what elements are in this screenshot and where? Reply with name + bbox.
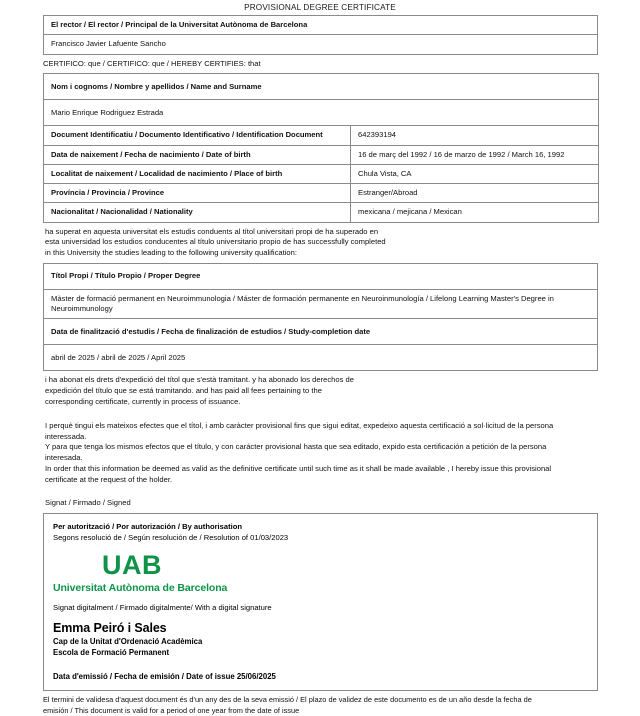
signature-block bbox=[43, 513, 598, 691]
uab-logo bbox=[53, 543, 588, 594]
table-row bbox=[44, 74, 599, 100]
nationality-label: Nacionalitat / Nacionalidad / Nationality bbox=[44, 203, 351, 222]
rector-header-cell: El rector / El rector / Principal de la Universitat Autònoma de Barcelona bbox=[44, 16, 598, 35]
spacer bbox=[0, 408, 640, 421]
fees-line-en: corresponding certificate, currently in process of issuance. bbox=[45, 396, 241, 406]
table-row bbox=[44, 203, 599, 222]
validity-en-line1: In order that this information be deemed as valid as the definitive certificate until such time as it shall be made available , I hereby issue this provisional bbox=[45, 463, 552, 473]
issue-date: Data d'emissió / Fecha de emisión / Date of issue 25/06/2025 bbox=[53, 671, 276, 681]
uab-wordmark-icon: UAB bbox=[102, 550, 162, 581]
validity-es-line1: Y para que tenga los mismos efectos que el título, y con carácter provisional hasta que sea editado, expido esta certificación a petición de la persona bbox=[45, 442, 547, 452]
fees-line-ca: i ha abonat els drets d'expedició del títol que s'està tramitant. y ha abonado los derechos de bbox=[45, 375, 354, 385]
rector-name-cell: Francisco Javier Lafuente Sancho bbox=[44, 35, 598, 54]
table-row bbox=[44, 319, 598, 345]
table-row bbox=[44, 263, 598, 289]
spacer bbox=[53, 613, 588, 621]
validity-ca-line2: interessada. bbox=[45, 431, 87, 441]
certifies-line: CERTIFICO: que / CERTIFICO: que / HEREBY CERTIFIES: that bbox=[43, 58, 261, 68]
degree-value-cell: Màster de formació permanent en Neuroimmunologia / Máster de formación permanente en Neuroinmunología / Lifelong Learning Master's Degree in Neuroimmunology bbox=[44, 289, 598, 319]
date-of-birth-label: Data de naixement / Fecha de nacimiento / Date of birth bbox=[44, 145, 351, 164]
table-row bbox=[44, 35, 598, 54]
page-title: PROVISIONAL DEGREE CERTIFICATE bbox=[244, 3, 396, 12]
validity-en-line2: certificate at the request of the holder. bbox=[45, 474, 173, 484]
nationality-value: mexicana / mejicana / Mexican bbox=[351, 203, 599, 222]
spacer bbox=[0, 485, 640, 498]
degree-table bbox=[43, 263, 598, 372]
signer-name: Emma Peiró i Sales bbox=[53, 621, 167, 636]
resolution-label: Segons resolució de / Según resolución de / Resolution of 01/03/2023 bbox=[53, 533, 289, 543]
place-of-birth-value: Chula Vista, CA bbox=[351, 164, 599, 183]
table-row bbox=[44, 126, 599, 145]
authorisation-label: Per autorització / Por autorización / By authorisation bbox=[53, 522, 243, 532]
province-label: Província / Provincia / Province bbox=[44, 184, 351, 203]
completion-date-header-cell: Data de finalització d'estudis / Fecha de finalización de estudios / Study-completion date bbox=[44, 319, 598, 345]
id-document-value: 642393194 bbox=[351, 126, 599, 145]
signer-role-school: Escola de Formació Permanent bbox=[53, 648, 170, 658]
signed-label: Signat / Firmado / Signed bbox=[45, 498, 131, 508]
fees-paragraph bbox=[45, 375, 605, 407]
completion-date-value-cell: abril de 2025 / abril de 2025 / April 2025 bbox=[44, 345, 598, 371]
fees-line-es: expedición del título que se está tramitando. and has paid all fees pertaining to the bbox=[45, 386, 322, 396]
completion-line-ca: ha superat en aquesta universitat els estudis conduents al títol universitari propi de ha superado en bbox=[45, 226, 379, 236]
footer-line2: emisión / This document is valid for a period of one year from the date of issue bbox=[43, 705, 300, 715]
rector-table bbox=[43, 15, 598, 55]
degree-header-cell: Títol Propi / Título Propio / Proper Degree bbox=[44, 263, 598, 289]
spacer bbox=[53, 594, 588, 602]
completion-paragraph bbox=[45, 227, 605, 259]
table-row bbox=[44, 184, 599, 203]
table-row bbox=[44, 100, 599, 126]
completion-line-es: esta universidad los estudios conducentes al título universitario propio de has successfully completed bbox=[45, 237, 386, 247]
uab-logo-subtitle: Universitat Autònoma de Barcelona bbox=[53, 582, 228, 595]
signer-role-unit: Cap de la Unitat d'Ordenació Acadèmica bbox=[53, 637, 203, 647]
validity-es-line2: interesada. bbox=[45, 453, 83, 463]
holder-details-table bbox=[43, 73, 599, 222]
validity-footer bbox=[43, 691, 615, 716]
place-of-birth-label: Localitat de naixement / Localidad de nacimiento / Place of birth bbox=[44, 164, 351, 183]
date-of-birth-value: 16 de març del 1992 / 16 de marzo de 1992 / March 16, 1992 bbox=[351, 145, 599, 164]
name-value-cell: Mario Enrique Rodriguez Estrada bbox=[44, 100, 599, 126]
validity-paragraph bbox=[45, 421, 605, 486]
footer-line1: El termini de validesa d'aquest document és d'un any des de la seva emissió / El plazo de validez de este documento es de un año desde la fecha de bbox=[43, 694, 532, 704]
digital-signature-note: Signat digitalment / Firmado digitalmente/ With a digital signature bbox=[53, 603, 272, 613]
province-value: Estranger/Abroad bbox=[351, 184, 599, 203]
id-document-label: Document Identificatiu / Documento Identificativo / Identification Document bbox=[44, 126, 351, 145]
table-row bbox=[44, 16, 598, 35]
completion-line-en: in this University the studies leading to the following university qualification: bbox=[45, 248, 297, 258]
spacer bbox=[53, 659, 588, 672]
table-row bbox=[44, 289, 598, 319]
table-row bbox=[44, 345, 598, 371]
validity-ca-line1: I perquè tingui els mateixos efectes que el títol, i amb caràcter provisional fins que sigui editat, expedeixo aquesta certificació a sol·licitud de la persona bbox=[45, 420, 554, 430]
table-row bbox=[44, 164, 599, 183]
table-row bbox=[44, 145, 599, 164]
name-header-cell: Nom i cognoms / Nombre y apellidos / Name and Surname bbox=[44, 74, 599, 100]
